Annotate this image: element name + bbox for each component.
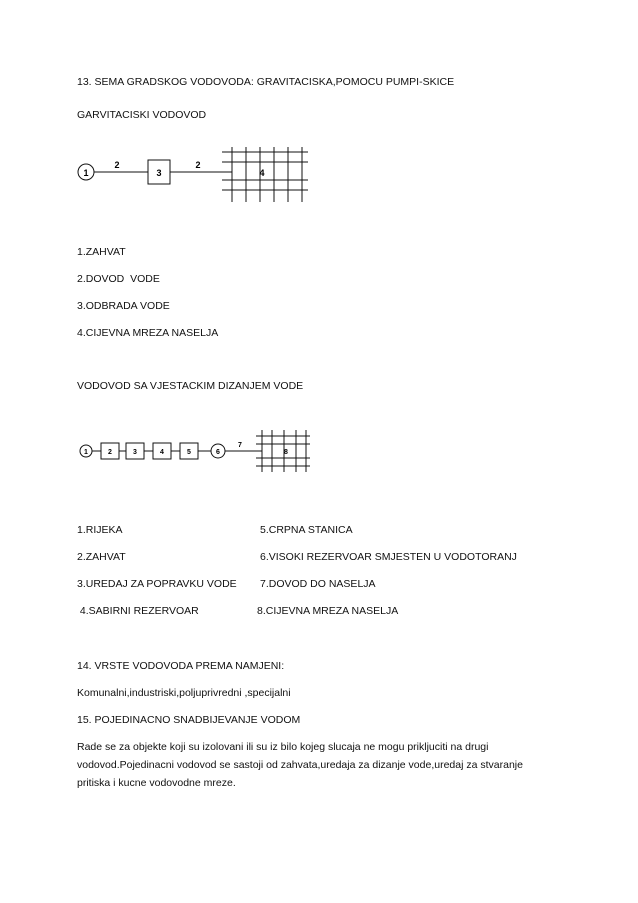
gravity-legend-item: 2.DOVOD VODE [77,273,160,285]
pump-diagram [80,430,310,472]
gravity-label-3: 3 [156,168,162,178]
gravity-legend-item: 1.ZAHVAT [77,246,126,258]
gravity-grid [222,147,308,202]
gravity-label-4: 4 [259,168,265,178]
pump-label-5: 5 [187,449,191,456]
pump-label-8: 8 [284,449,288,456]
gravity-legend-item: 4.CIJEVNA MREZA NASELJA [77,327,219,339]
section14-text: Komunalni,industriski,poljuprivredni ,specijalni [77,687,291,699]
pump-label-2: 2 [108,449,112,456]
pump-legend-right-item: 5.CRPNA STANICA [260,524,353,536]
section15-paragraph-line: pritiska i kucne vodovodne mreze. [77,777,236,789]
pump-grid [256,430,310,472]
pump-legend-left-item: 2.ZAHVAT [77,551,126,563]
pump-label-4: 4 [160,449,164,456]
pump-section-heading: VODOVOD SA VJESTACKIM DIZANJEM VODE [77,380,304,392]
section13-subheading: GARVITACISKI VODOVOD [77,109,207,121]
pump-legend-left-item: 1.RIJEKA [77,524,123,536]
section14-heading: 14. VRSTE VODOVODA PREMA NAMJENI: [77,660,285,672]
gravity-diagram [78,147,308,202]
section15-heading: 15. POJEDINACNO SNADBIJEVANJE VODOM [77,714,301,726]
gravity-label-2b: 2 [195,160,201,170]
section15-paragraph-line: Rade se za objekte koji su izolovani ili su iz bilo kojeg slucaja ne mogu prikljuciti na drugi [77,741,489,753]
section15-paragraph-line: vodovod.Pojedinacni vodovod se sastoji od zahvata,uredaja za dizanje vode,uredaj za stvaranje [77,759,523,771]
section13-heading: 13. SEMA GRADSKOG VODOVODA: GRAVITACISKA,POMOCU PUMPI-SKICE [77,76,455,88]
pump-legend-right-item: 7.DOVOD DO NASELJA [260,578,376,590]
pump-legend-left-item: 4.SABIRNI REZERVOAR [77,605,199,617]
pump-label-1: 1 [84,449,88,456]
pump-legend-left-item: 3.UREDAJ ZA POPRAVKU VODE [77,578,237,590]
pump-legend-right-item: 6.VISOKI REZERVOAR SMJESTEN U VODOTORANJ [260,551,517,563]
gravity-legend-item: 3.ODBRADA VODE [77,300,170,312]
pump-label-6: 6 [216,449,220,456]
gravity-label-2a: 2 [114,160,120,170]
pump-legend-right-item: 8.CIJEVNA MREZA NASELJA [257,605,399,617]
gravity-label-1: 1 [83,168,89,178]
pump-label-3: 3 [133,449,137,456]
pump-label-7: 7 [238,442,242,449]
